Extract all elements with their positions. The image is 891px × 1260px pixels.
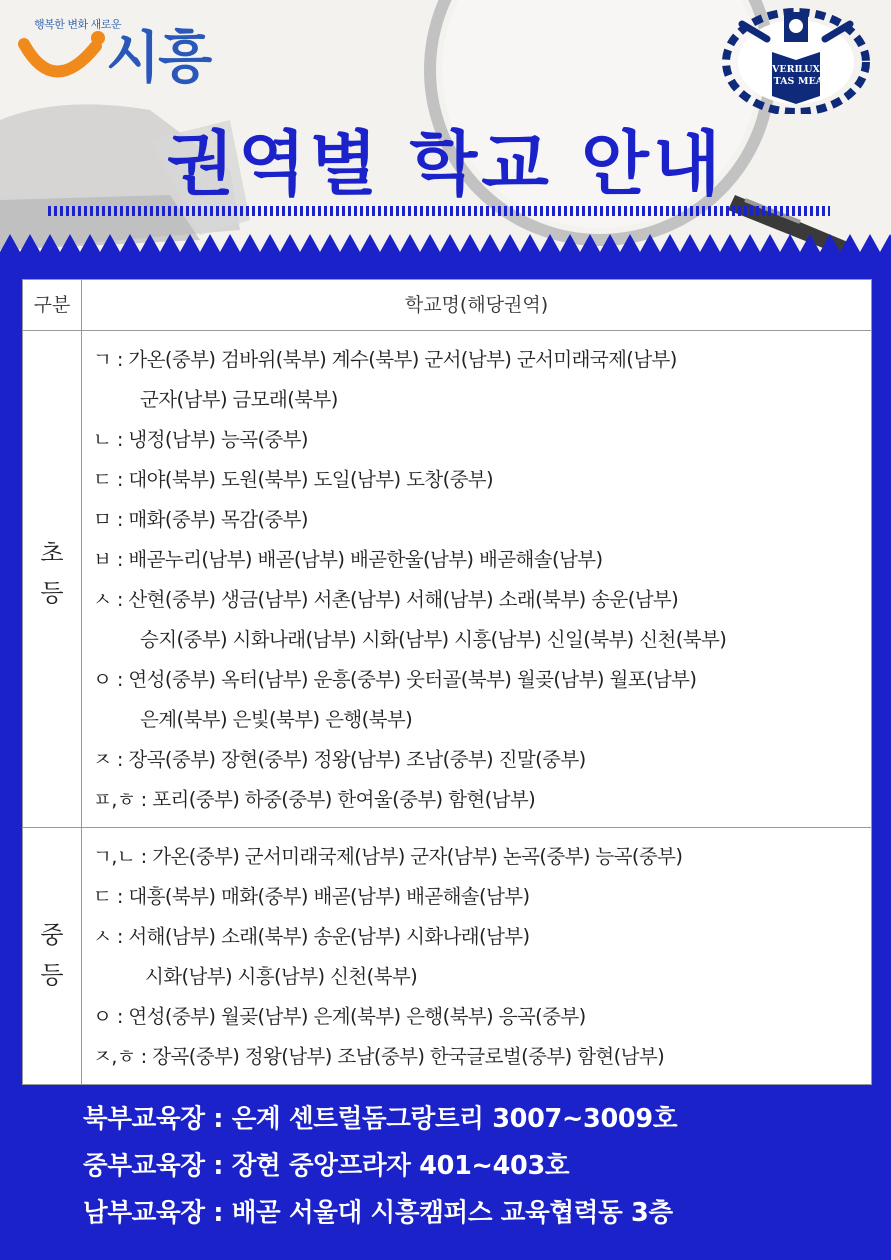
elementary-line: 승지(중부) 시화나래(남부) 시화(남부) 시흥(남부) 신일(북부) 신천(북부)	[140, 628, 727, 651]
header-category: 구분	[33, 294, 71, 316]
emblem-word-4: MEA	[798, 76, 824, 87]
elementary-line: 군자(남부) 금모래(북부)	[140, 388, 338, 411]
elementary-line: ㄱ : 가온(중부) 검바위(북부) 계수(북부) 군서(남부) 군서미래국제(남부)	[93, 348, 677, 371]
elementary-line: ㅇ : 연성(중부) 옥터(남부) 운흥(중부) 웃터골(북부) 월곶(남부) 월포(남부)	[93, 668, 697, 691]
middle-line: ㄱ,ㄴ : 가온(중부) 군서미래국제(남부) 군자(남부) 논곡(중부) 능곡(중부)	[93, 845, 683, 868]
elementary-line: ㅂ : 배곧누리(남부) 배곧(남부) 배곧한울(남부) 배곧해솔(남부)	[93, 548, 603, 571]
city-logo	[14, 6, 254, 96]
column-divider	[81, 280, 82, 1084]
footer-central-center: 중부교육장 : 장현 중앙프라자 401~403호	[83, 1151, 570, 1181]
laurel-emblem-icon	[722, 4, 870, 114]
footer-south-center: 남부교육장 : 배곧 서울대 시흥캠퍼스 교육협력동 3층	[83, 1198, 673, 1228]
middle-line: 시화(남부) 시흥(남부) 신천(북부)	[145, 965, 418, 988]
emblem-word-1: VERI	[772, 64, 799, 75]
page-title: 권역별 학교 안내	[166, 123, 725, 205]
elementary-line: ㄴ : 냉정(남부) 능곡(중부)	[93, 428, 308, 451]
middle-label-char-1: 중	[40, 921, 64, 949]
header-school-name: 학교명(해당권역)	[404, 294, 549, 316]
emblem-word-3: LUX	[798, 64, 820, 75]
section-divider	[23, 827, 871, 828]
city-name: 시흥	[106, 26, 211, 91]
middle-label-char-2: 등	[40, 961, 64, 989]
header-row-divider	[23, 330, 871, 331]
city-slogan: 행복한 변화 새로운	[34, 18, 122, 31]
dotted-divider	[48, 206, 830, 216]
middle-line: ㄷ : 대흥(북부) 매화(중부) 배곧(남부) 배곧해솔(남부)	[93, 885, 530, 908]
university-emblem	[722, 4, 870, 114]
emblem-word-2: TAS	[773, 76, 795, 87]
middle-line: ㅈ,ㅎ : 장곡(중부) 정왕(남부) 조남(중부) 한국글로벌(중부) 함현(남부)	[93, 1045, 665, 1068]
middle-line: ㅇ : 연성(중부) 월곶(남부) 은계(북부) 은행(북부) 응곡(중부)	[93, 1005, 586, 1028]
elementary-line: ㅅ : 산현(중부) 생금(남부) 서촌(남부) 서해(남부) 소래(북부) 송운(남부)	[93, 588, 679, 611]
elementary-line: ㅈ : 장곡(중부) 장현(중부) 정왕(남부) 조남(중부) 진말(중부)	[93, 748, 586, 771]
elementary-label-char-1: 초	[40, 539, 64, 567]
elementary-line: ㄷ : 대야(북부) 도원(북부) 도일(남부) 도창(중부)	[93, 468, 494, 491]
elementary-line: 은계(북부) 은빛(북부) 은행(북부)	[140, 708, 413, 731]
elementary-line: ㅍ,ㅎ : 포리(중부) 하중(중부) 한여울(중부) 함현(남부)	[93, 788, 536, 811]
footer-north-center: 북부교육장 : 은계 센트럴돔그랑트리 3007~3009호	[83, 1104, 678, 1134]
elementary-line: ㅁ : 매화(중부) 목감(중부)	[93, 508, 308, 531]
school-table	[22, 279, 872, 1085]
middle-line: ㅅ : 서해(남부) 소래(북부) 송운(남부) 시화나래(남부)	[93, 925, 530, 948]
elementary-label-char-2: 등	[40, 579, 64, 607]
